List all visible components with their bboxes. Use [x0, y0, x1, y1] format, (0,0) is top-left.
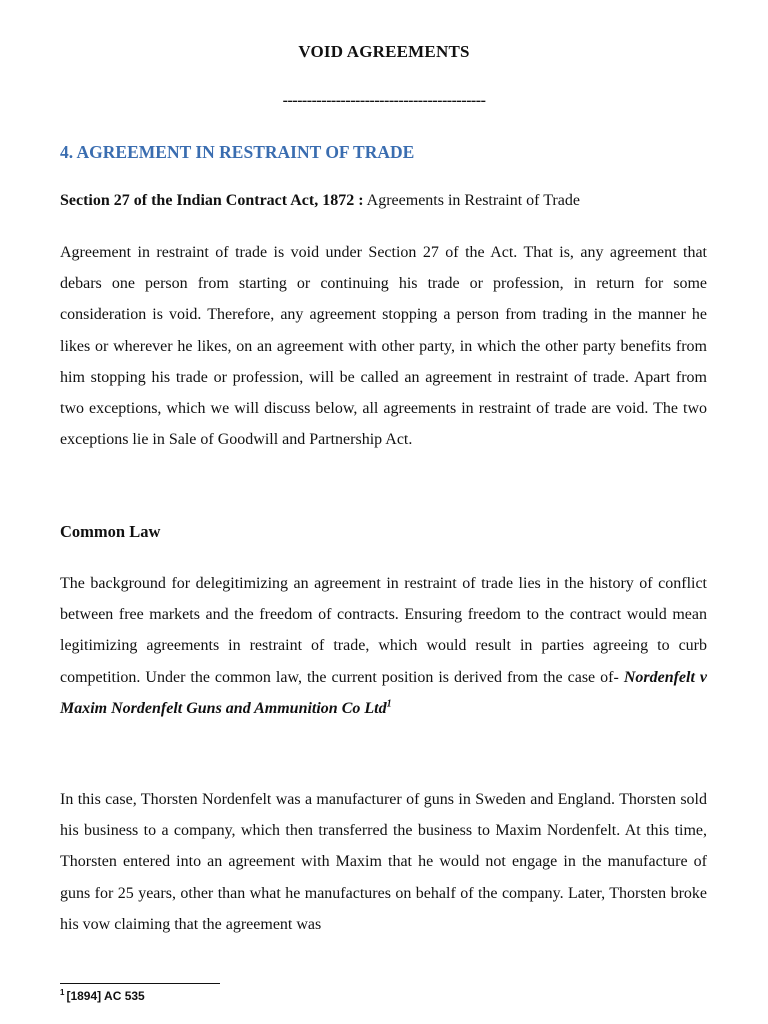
footnote-marker: 1	[60, 988, 65, 997]
statute-topic: Agreements in Restraint of Trade	[363, 192, 580, 209]
paragraph-common-law	[60, 568, 707, 724]
paragraph-case-facts: In this case, Thorsten Nordenfelt was a manufacturer of guns in Sweden and England. Thorsten sold his business to a company, which then transferred the business to Maxim Nordenfelt. At this time, Thorsten entered into an agreement with Maxim that he would not engage in the manufacture of guns for 25 years, other than what he manufactures on behalf of the company. Later, Thorsten broke his vow claiming that the agreement was	[60, 791, 707, 933]
footnote-separator	[60, 983, 220, 984]
statute-subheading	[60, 192, 580, 210]
paragraph-restraint-of-trade: Agreement in restraint of trade is void under Section 27 of the Act. That is, any agreement that debars one person from starting or continuing his trade or profession, in return for some consideration is void. Therefore, any agreement stopping a person from trading in the manner he likes or wherever he likes, on an agreement with other party, in which the other party benefits from him stopping his trade or profession, will be called an agreement in restraint of trade. Apart from two exceptions, which we will discuss below, all agreements in restraint of trade are void. The two exceptions lie in Sale of Goodwill and Partnership Act.	[60, 244, 707, 449]
section-heading: 4. AGREEMENT IN RESTRAINT OF TRADE	[60, 142, 415, 162]
case-citation: Nordenfelt v Maxim Nordenfelt Guns and Ammunition Co Ltd	[60, 668, 708, 717]
statute-reference: Section 27 of the Indian Contract Act, 1872 :	[60, 192, 364, 209]
footnote-reference: 1	[386, 698, 392, 710]
footnote	[60, 989, 145, 1003]
paragraph-common-law-text: The background for delegitimizing an agreement in restraint of trade lies in the history of conflict between free markets and the freedom of contracts. Ensuring freedom to the contract would mean legitimizing agreements in restraint of trade, which would result in parties agreeing to curb competition. Under the common law, the current position is derived from the case of-	[60, 575, 707, 686]
common-law-heading: Common Law	[60, 522, 161, 541]
footnote-text: [1894] AC 535	[66, 989, 145, 1003]
document-title: VOID AGREEMENTS	[298, 42, 470, 61]
title-divider: ------------------------------------------	[282, 92, 486, 109]
